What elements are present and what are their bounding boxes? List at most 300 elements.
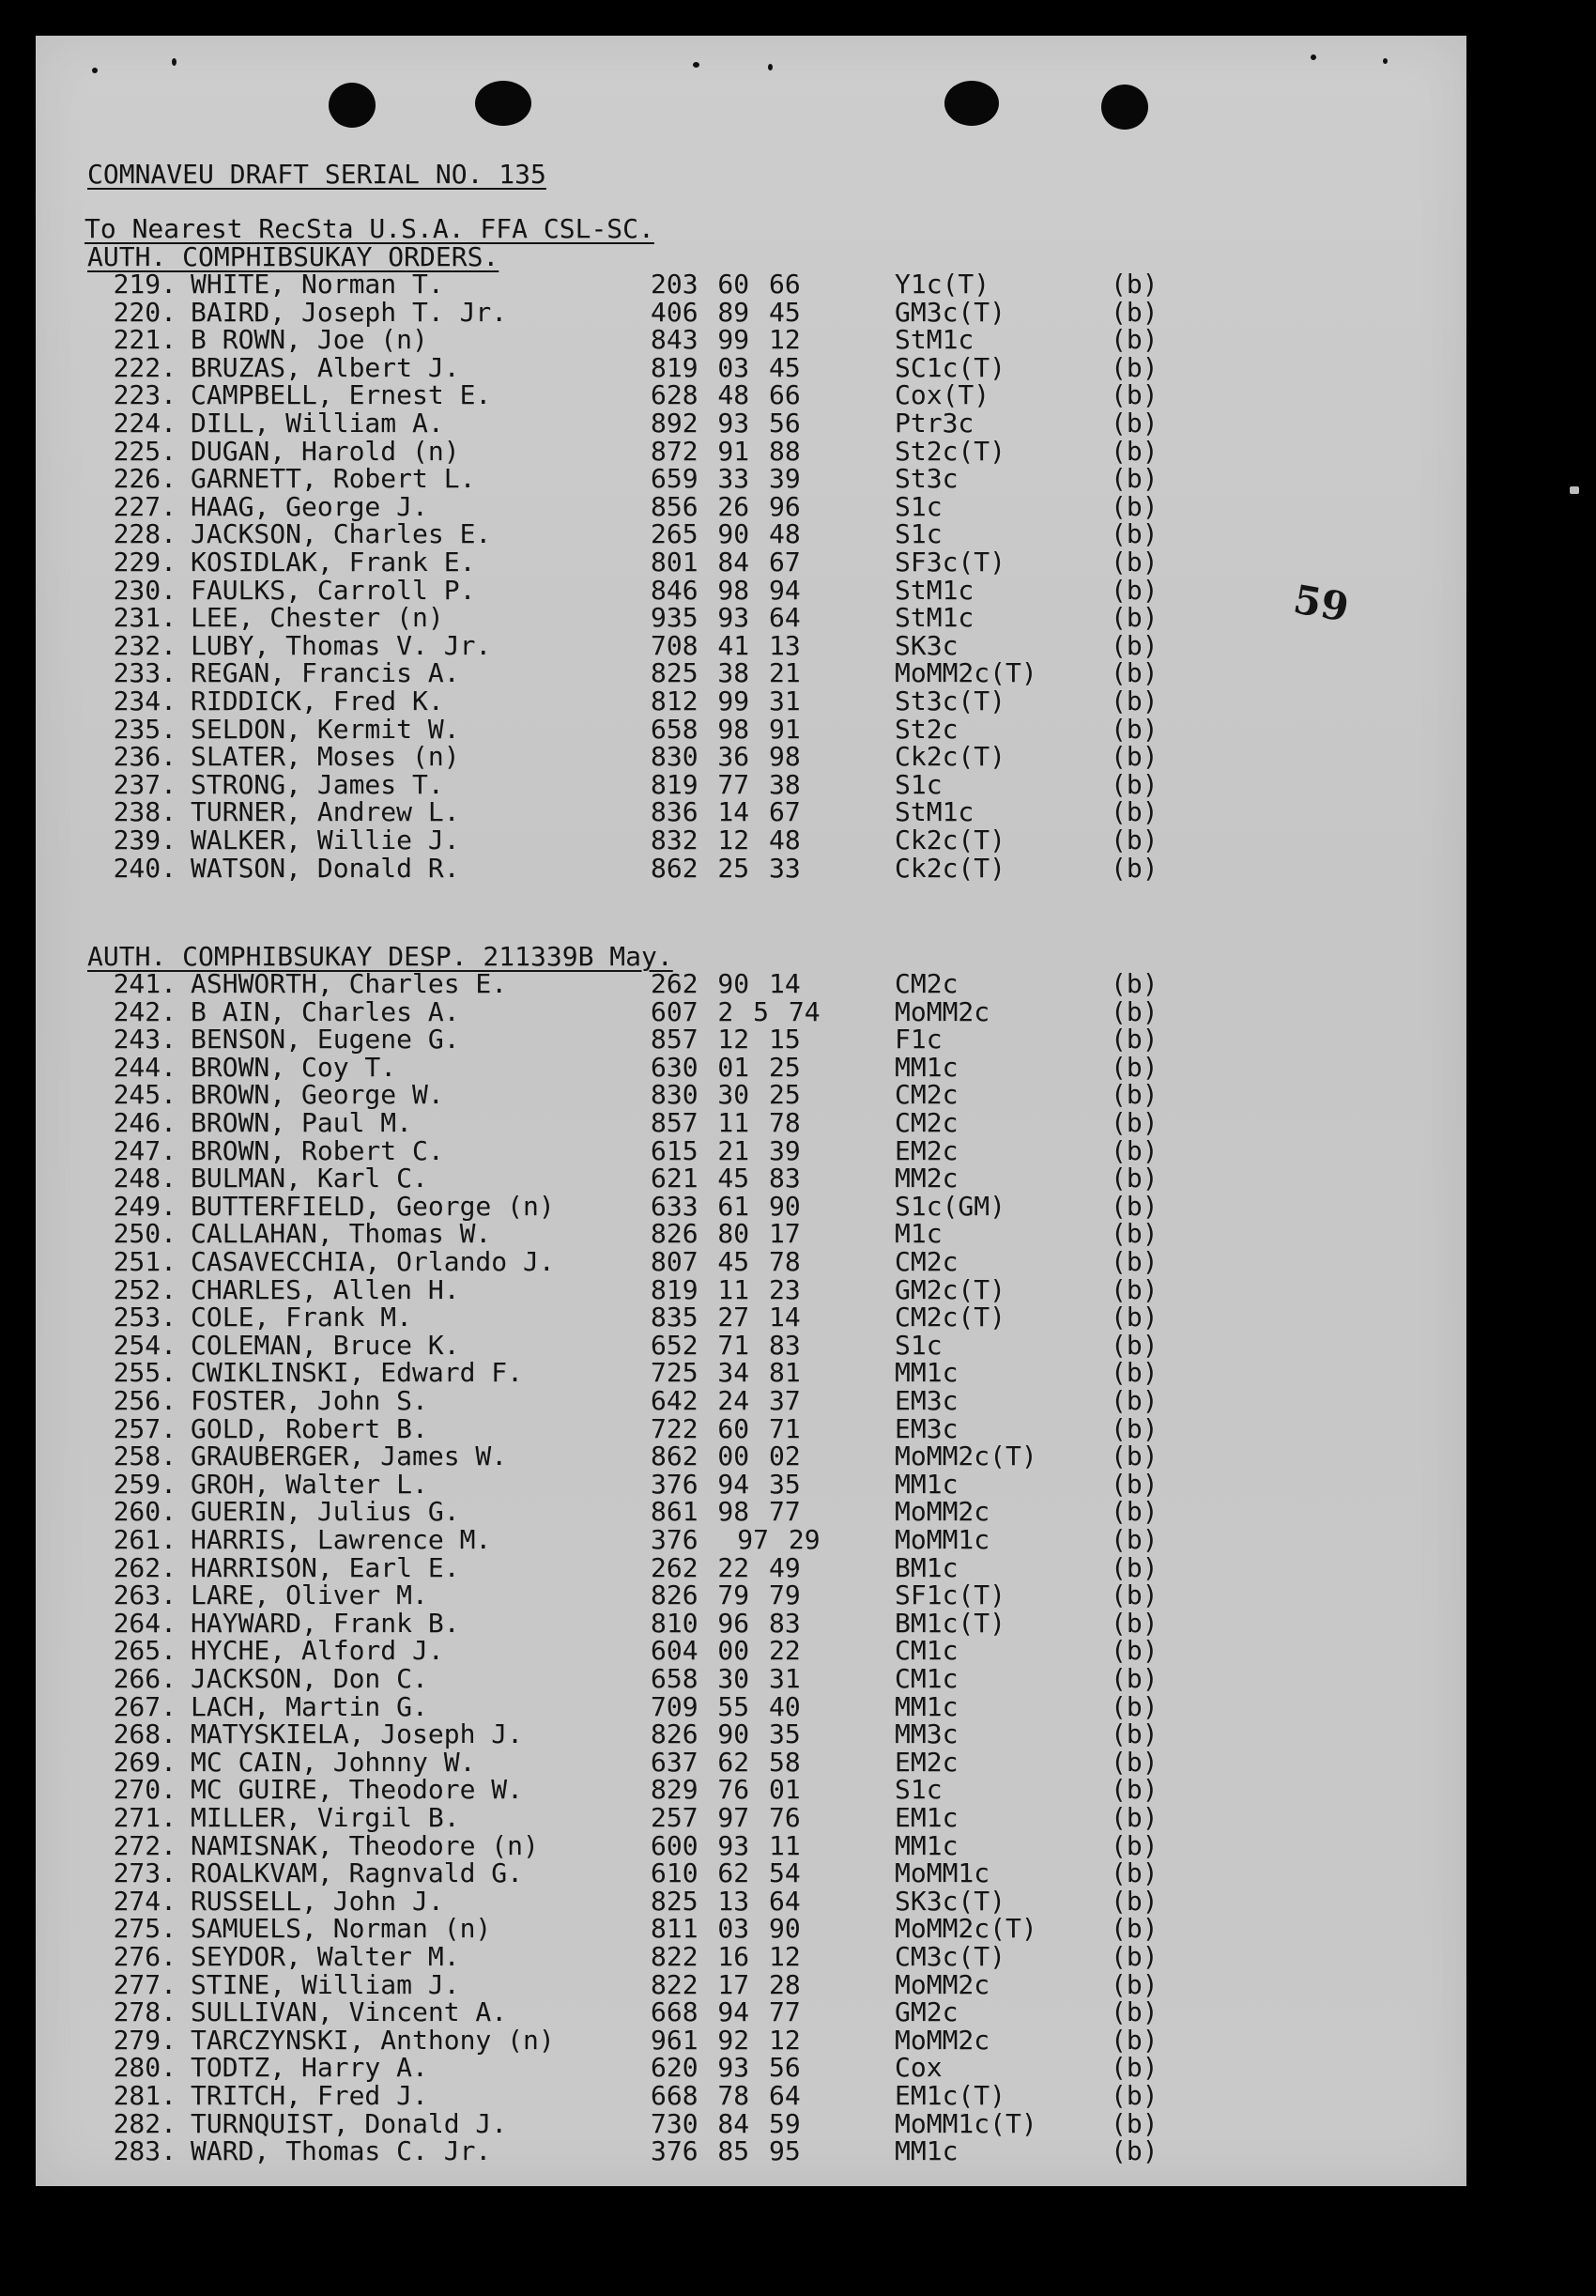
status-code: (b)	[1111, 852, 1159, 884]
rate-code: EM1c	[895, 1802, 959, 1833]
rate-code: MM1c	[895, 1357, 959, 1389]
entry-number: 256.	[113, 1385, 176, 1416]
status-code: (b)	[1111, 1802, 1159, 1833]
status-code: (b)	[1111, 351, 1159, 383]
rate-code: StM1c	[895, 796, 974, 828]
list-item	[36, 852, 1444, 884]
punch-hole	[944, 81, 999, 126]
sailor-name: FOSTER, John S.	[191, 1385, 428, 1416]
entry-number: 246.	[113, 1107, 176, 1138]
list-item	[36, 629, 1444, 661]
sailor-name: WARD, Thomas C. Jr.	[191, 2135, 492, 2167]
rate-code: MM1c	[895, 1468, 959, 1500]
list-item	[36, 743, 1444, 771]
sailor-name: MC CAIN, Johnny W.	[191, 1746, 476, 1778]
entry-number: 278.	[113, 1996, 176, 2028]
status-code: (b)	[1111, 1468, 1159, 1500]
status-code: (b)	[1111, 796, 1159, 828]
sailor-name: TURNQUIST, Donald J.	[191, 2107, 508, 2139]
list-item	[36, 1526, 1444, 1554]
status-code: (b)	[1111, 1996, 1159, 2028]
rate-code: CM2c	[895, 1079, 959, 1111]
list-item	[36, 409, 1444, 438]
sailor-name: BRUZAS, Albert J.	[191, 351, 460, 383]
rate-code: CM2c	[895, 968, 959, 999]
service-number: 708 41 13	[651, 629, 801, 661]
entry-number: 226.	[113, 463, 176, 495]
service-number: 620 93 56	[651, 2052, 801, 2084]
status-code: (b)	[1111, 1134, 1159, 1166]
rate-code: CM2c(T)	[895, 1302, 1006, 1333]
entry-number: 276.	[113, 1941, 176, 1972]
status-code: (b)	[1111, 1857, 1159, 1889]
status-code: (b)	[1111, 1385, 1159, 1416]
entry-number: 219.	[113, 269, 176, 300]
entry-number: 221.	[113, 324, 176, 356]
sailor-name: GARNETT, Robert L.	[191, 463, 476, 495]
service-number: 801 84 67	[651, 547, 801, 578]
list-item	[36, 1998, 1444, 2026]
entry-number: 232.	[113, 629, 176, 661]
rate-code: MM2c	[895, 1163, 959, 1194]
sailor-name: CAMPBELL, Ernest E.	[191, 379, 492, 411]
status-code: (b)	[1111, 1829, 1159, 1861]
rate-code: EM1c(T)	[895, 2080, 1006, 2111]
service-number: 819 77 38	[651, 768, 801, 800]
service-number: 830 30 25	[651, 1079, 801, 1111]
sailor-name: JACKSON, Charles E.	[191, 518, 492, 550]
service-number: 892 93 56	[651, 408, 801, 439]
status-code: (b)	[1111, 269, 1159, 300]
sailor-name: LARE, Oliver M.	[191, 1579, 428, 1611]
list-item	[36, 1109, 1444, 1137]
status-code: (b)	[1111, 463, 1159, 495]
status-code: (b)	[1111, 2024, 1159, 2056]
list-item	[36, 435, 1444, 467]
status-code: (b)	[1111, 1607, 1159, 1639]
list-item	[36, 351, 1444, 383]
entry-number: 275.	[113, 1913, 176, 1945]
status-code: (b)	[1111, 2080, 1159, 2111]
entry-number: 269.	[113, 1746, 176, 1778]
sailor-name: COLEMAN, Bruce K.	[191, 1329, 460, 1361]
status-code: (b)	[1111, 2107, 1159, 2139]
rate-code: MM1c	[895, 2135, 959, 2167]
sailor-name: TARCZYNSKI, Anthony (n)	[191, 2024, 555, 2056]
sailor-name: TODTZ, Harry A.	[191, 2052, 428, 2084]
list-item	[36, 520, 1444, 548]
list-item	[36, 296, 1444, 328]
list-item	[36, 270, 1444, 299]
list-item	[36, 1551, 1444, 1583]
status-code: (b)	[1111, 1496, 1159, 1528]
entry-number: 228.	[113, 518, 176, 550]
list-item	[36, 1248, 1444, 1276]
status-code: (b)	[1111, 1718, 1159, 1750]
service-number: 810 96 83	[651, 1607, 801, 1639]
service-number: 658 30 31	[651, 1663, 801, 1694]
status-code: (b)	[1111, 1329, 1159, 1361]
sailor-name: GOLD, Robert B.	[191, 1412, 428, 1444]
entry-number: 238.	[113, 796, 176, 828]
status-code: (b)	[1111, 435, 1159, 467]
list-item	[36, 490, 1444, 522]
rate-code: BM1c	[895, 1551, 959, 1583]
rate-code: StM1c	[895, 602, 974, 634]
service-number: 830 36 98	[651, 741, 801, 773]
entry-number: 245.	[113, 1079, 176, 1111]
entry-number: 263.	[113, 1579, 176, 1611]
service-number: 822 17 28	[651, 1968, 801, 2000]
sailor-name: TURNER, Andrew L.	[191, 796, 460, 828]
entry-number: 266.	[113, 1663, 176, 1694]
entry-number: 260.	[113, 1496, 176, 1528]
service-number: 652 71 83	[651, 1329, 801, 1361]
rate-code: MM1c	[895, 1690, 959, 1722]
service-number: 825 38 21	[651, 657, 801, 689]
service-number: 862 25 33	[651, 852, 801, 884]
service-number: 935 93 64	[651, 602, 801, 634]
entry-number: 262.	[113, 1551, 176, 1583]
entry-number: 229.	[113, 547, 176, 578]
service-number: 659 33 39	[651, 463, 801, 495]
sailor-name: WALKER, Willie J.	[191, 824, 460, 855]
status-code: (b)	[1111, 1412, 1159, 1444]
status-code: (b)	[1111, 1246, 1159, 1277]
rate-code: GM3c(T)	[895, 296, 1006, 328]
service-number: 604 00 22	[651, 1635, 801, 1667]
service-number: 709 55 40	[651, 1690, 801, 1722]
entry-number: 258.	[113, 1441, 176, 1472]
section-heading: AUTH. COMPHIBSUKAY DESP. 211339B May.	[87, 941, 673, 972]
service-number: 725 34 81	[651, 1357, 801, 1389]
punch-hole	[1101, 85, 1148, 130]
rate-code: SK3c	[895, 629, 959, 661]
service-number: 835 27 14	[651, 1302, 801, 1333]
rate-code: Ck2c(T)	[895, 824, 1006, 855]
list-item	[36, 1412, 1444, 1444]
service-number: 825 13 64	[651, 1885, 801, 1917]
service-number: 826 80 17	[651, 1218, 801, 1250]
entry-number: 282.	[113, 2107, 176, 2139]
entry-number: 270.	[113, 1774, 176, 1806]
sailor-name: SLATER, Moses (n)	[191, 741, 460, 773]
status-code: (b)	[1111, 1107, 1159, 1138]
entry-number: 274.	[113, 1885, 176, 1917]
list-item	[36, 1273, 1444, 1305]
service-number: 203 60 66	[651, 269, 801, 300]
sailor-name: GUERIN, Julius G.	[191, 1496, 460, 1528]
status-code: (b)	[1111, 1774, 1159, 1806]
service-number: 730 84 59	[651, 2107, 801, 2139]
list-item	[36, 1468, 1444, 1500]
list-item	[36, 995, 1444, 1027]
sailor-name: DUGAN, Harold (n)	[191, 435, 460, 467]
sailor-name: RUSSELL, John J.	[191, 1885, 444, 1917]
entry-number: 268.	[113, 1718, 176, 1750]
rate-code: MM1c	[895, 1829, 959, 1861]
rate-code: MoMM2c	[895, 1496, 990, 1528]
rate-code: F1c	[895, 1024, 943, 1056]
service-number: 262 90 14	[651, 968, 801, 999]
list-item	[36, 1081, 1444, 1109]
sailor-name: RIDDICK, Fred K.	[191, 686, 444, 717]
sailor-name: BULMAN, Karl C.	[191, 1163, 428, 1194]
sailor-name: LUBY, Thomas V. Jr.	[191, 629, 492, 661]
status-code: (b)	[1111, 1663, 1159, 1694]
status-code: (b)	[1111, 1079, 1159, 1111]
status-code: (b)	[1111, 657, 1159, 689]
list-item	[36, 1051, 1444, 1083]
entry-number: 271.	[113, 1802, 176, 1833]
rate-code: SC1c(T)	[895, 351, 1006, 383]
service-number: 861 98 77	[651, 1496, 801, 1528]
list-item	[36, 1190, 1444, 1222]
service-number: 630 01 25	[651, 1051, 801, 1083]
rate-code: StM1c	[895, 324, 974, 356]
status-code: (b)	[1111, 995, 1159, 1027]
rate-code: MoMM2c	[895, 1968, 990, 2000]
rate-code: SK3c(T)	[895, 1885, 1006, 1917]
rate-code: BM1c(T)	[895, 1607, 1006, 1639]
speck	[172, 58, 176, 66]
rate-code: Ck2c(T)	[895, 741, 1006, 773]
status-code: (b)	[1111, 490, 1159, 522]
list-item	[36, 1943, 1444, 1971]
rate-code: MoMM2c(T)	[895, 1441, 1037, 1472]
rate-code: EM3c	[895, 1385, 959, 1416]
status-code: (b)	[1111, 629, 1159, 661]
entry-number: 247.	[113, 1134, 176, 1166]
status-code: (b)	[1111, 324, 1159, 356]
rate-code: GM2c	[895, 1996, 959, 2028]
sailor-name: BROWN, George W.	[191, 1079, 444, 1111]
entry-number: 259.	[113, 1468, 176, 1500]
service-number: 961 92 12	[651, 2024, 801, 2056]
sailor-name: BAIRD, Joseph T. Jr.	[191, 296, 508, 328]
entry-number: 250.	[113, 1218, 176, 1250]
sailor-name: SEYDOR, Walter M.	[191, 1941, 460, 1972]
status-code: (b)	[1111, 379, 1159, 411]
sailor-name: HAAG, George J.	[191, 490, 428, 522]
rate-code: S1c	[895, 768, 943, 800]
rate-code: MM3c	[895, 1718, 959, 1750]
entry-number: 237.	[113, 768, 176, 800]
rate-code: MoMM1c	[895, 1524, 990, 1555]
list-item	[36, 548, 1444, 577]
sailor-name: REGAN, Francis A.	[191, 657, 460, 689]
sailor-name: BROWN, Robert C.	[191, 1134, 444, 1166]
rate-code: S1c	[895, 490, 943, 522]
service-number: 843 99 12	[651, 324, 801, 356]
entry-number: 225.	[113, 435, 176, 467]
rate-code: St3c	[895, 463, 959, 495]
list-item	[36, 1329, 1444, 1361]
service-number: 615 21 39	[651, 1134, 801, 1166]
service-number: 262 22 49	[651, 1551, 801, 1583]
list-item	[36, 713, 1444, 745]
sailor-name: BROWN, Paul M.	[191, 1107, 413, 1138]
rate-code: CM2c	[895, 1107, 959, 1138]
speck	[92, 68, 98, 73]
entry-number: 283.	[113, 2135, 176, 2167]
entry-number: 242.	[113, 995, 176, 1027]
sailor-name: ASHWORTH, Charles E.	[191, 968, 508, 999]
rate-code: St2c(T)	[895, 435, 1006, 467]
list-item	[36, 1968, 1444, 2000]
entry-number: 224.	[113, 408, 176, 439]
status-code: (b)	[1111, 547, 1159, 578]
status-code: (b)	[1111, 1218, 1159, 1250]
entry-number: 280.	[113, 2052, 176, 2084]
service-number: 807 45 78	[651, 1246, 801, 1277]
entry-number: 251.	[113, 1246, 176, 1277]
service-number: 637 62 58	[651, 1746, 801, 1778]
rate-code: S1c	[895, 1774, 943, 1806]
status-code: (b)	[1111, 1273, 1159, 1305]
list-item	[36, 1885, 1444, 1917]
status-code: (b)	[1111, 1885, 1159, 1917]
sailor-name: LEE, Chester (n)	[191, 602, 444, 634]
entry-number: 281.	[113, 2080, 176, 2111]
list-item	[36, 2137, 1444, 2165]
status-code: (b)	[1111, 296, 1159, 328]
page-number: 59	[1290, 576, 1353, 631]
list-item	[36, 798, 1444, 826]
rate-code: CM2c	[895, 1246, 959, 1277]
sailor-name: SELDON, Kermit W.	[191, 713, 460, 745]
sailor-name: ROALKVAM, Ragnvald G.	[191, 1857, 524, 1889]
list-item	[36, 768, 1444, 800]
entry-number: 279.	[113, 2024, 176, 2056]
list-item	[36, 1303, 1444, 1332]
sailor-name: MC GUIRE, Theodore W.	[191, 1774, 524, 1806]
list-item	[36, 381, 1444, 409]
entry-number: 220.	[113, 296, 176, 328]
list-item	[36, 826, 1444, 855]
speck	[693, 62, 699, 68]
status-code: (b)	[1111, 574, 1159, 606]
rate-code: S1c	[895, 518, 943, 550]
rate-code: CM3c(T)	[895, 1941, 1006, 1972]
list-item	[36, 326, 1444, 354]
list-item	[36, 1220, 1444, 1248]
rate-code: EM2c	[895, 1746, 959, 1778]
sailor-name: MILLER, Virgil B.	[191, 1802, 460, 1833]
service-number: 811 03 90	[651, 1913, 801, 1945]
service-number: 857 12 15	[651, 1024, 801, 1056]
service-number: 722 60 71	[651, 1412, 801, 1444]
entry-number: 231.	[113, 602, 176, 634]
sailor-name: CWIKLINSKI, Edward F.	[191, 1357, 524, 1389]
entry-number: 249.	[113, 1190, 176, 1222]
status-code: (b)	[1111, 518, 1159, 550]
rate-code: Ptr3c	[895, 408, 974, 439]
list-item	[36, 604, 1444, 632]
service-number: 829 76 01	[651, 1774, 801, 1806]
status-code: (b)	[1111, 741, 1159, 773]
service-number: 836 14 67	[651, 796, 801, 828]
document-page	[36, 36, 1466, 2186]
list-item	[36, 1498, 1444, 1526]
list-item	[36, 1690, 1444, 1722]
rate-code: Cox	[895, 2052, 943, 2084]
list-item	[36, 1134, 1444, 1166]
destination-line: To Nearest RecSta U.S.A. FFA CSL-SC.	[84, 213, 654, 244]
entry-number: 243.	[113, 1024, 176, 1056]
rate-code: MoMM2c	[895, 2024, 990, 2056]
service-number: 668 94 77	[651, 1996, 801, 2028]
list-item	[36, 2054, 1444, 2082]
status-code: (b)	[1111, 2135, 1159, 2167]
service-number: 265 90 48	[651, 518, 801, 550]
sailor-name: HARRISON, Earl E.	[191, 1551, 460, 1583]
sailor-name: BENSON, Eugene G.	[191, 1024, 460, 1056]
sailor-name: KOSIDLAK, Frank E.	[191, 547, 476, 578]
service-number: 376 97 29	[651, 1524, 821, 1555]
list-item	[36, 2107, 1444, 2139]
service-number: 628 48 66	[651, 379, 801, 411]
sailor-name: DILL, William A.	[191, 408, 444, 439]
entry-number: 240.	[113, 852, 176, 884]
service-number: 826 79 79	[651, 1579, 801, 1611]
entry-number: 253.	[113, 1302, 176, 1333]
sailor-name: BUTTERFIELD, George (n)	[191, 1190, 555, 1222]
list-item	[36, 1915, 1444, 1943]
service-number: 872 91 88	[651, 435, 801, 467]
entry-number: 234.	[113, 686, 176, 717]
service-number: 257 97 76	[651, 1802, 801, 1833]
rate-code: MoMM1c(T)	[895, 2107, 1037, 2139]
status-code: (b)	[1111, 1551, 1159, 1583]
list-item	[36, 1859, 1444, 1888]
status-code: (b)	[1111, 1746, 1159, 1778]
service-number: 376 94 35	[651, 1468, 801, 1500]
entry-number: 257.	[113, 1412, 176, 1444]
rate-code: St3c(T)	[895, 686, 1006, 717]
rate-code: S1c(GM)	[895, 1190, 1006, 1222]
list-item	[36, 1607, 1444, 1639]
service-number: 819 11 23	[651, 1273, 801, 1305]
status-code: (b)	[1111, 1635, 1159, 1667]
section-heading: AUTH. COMPHIBSUKAY ORDERS.	[87, 241, 499, 272]
list-item	[36, 1359, 1444, 1387]
rate-code: SF1c(T)	[895, 1579, 1006, 1611]
rate-code: CM1c	[895, 1635, 959, 1667]
status-code: (b)	[1111, 1968, 1159, 2000]
rate-code: EM3c	[895, 1412, 959, 1444]
list-item	[36, 1804, 1444, 1832]
sailor-name: GRAUBERGER, James W.	[191, 1441, 508, 1472]
rate-code: MoMM2c(T)	[895, 657, 1037, 689]
list-item	[36, 1665, 1444, 1693]
rate-code: MoMM2c	[895, 995, 990, 1027]
list-item	[36, 1746, 1444, 1778]
service-number: 826 90 35	[651, 1718, 801, 1750]
service-number: 856 26 96	[651, 490, 801, 522]
sailor-name: GROH, Walter L.	[191, 1468, 428, 1500]
service-number: 406 89 45	[651, 296, 801, 328]
rate-code: MoMM2c(T)	[895, 1913, 1037, 1945]
status-code: (b)	[1111, 686, 1159, 717]
sailor-name: WATSON, Donald R.	[191, 852, 460, 884]
rate-code: St2c	[895, 713, 959, 745]
rate-code: M1c	[895, 1218, 943, 1250]
entry-number: 241.	[113, 968, 176, 999]
sailor-name: COLE, Frank M.	[191, 1302, 413, 1333]
entry-number: 230.	[113, 574, 176, 606]
edge-mark	[1570, 486, 1579, 494]
